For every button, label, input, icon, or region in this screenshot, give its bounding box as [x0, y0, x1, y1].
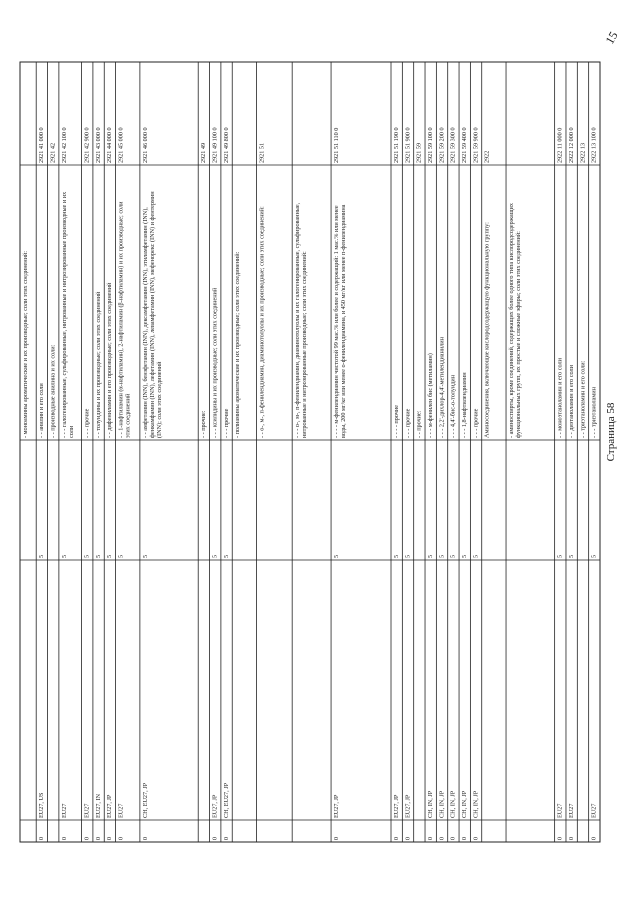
table-cell-rate: 5 [222, 554, 230, 558]
table-cell-pref: 0 [333, 836, 341, 840]
table-cell-rate: 5 [333, 554, 341, 558]
table-cell-description: - аминоспирты, кроме соединений, содержащих более одного типа кислородсодержащих [508, 203, 516, 438]
table-cell-pref: 0 [404, 836, 412, 840]
table-cell-pref: 0 [556, 836, 564, 840]
table-cell-description: - - - - прочие [393, 405, 401, 438]
table-cell-pref: 0 [472, 836, 480, 840]
table-cell-countries: EU27, JP [333, 794, 341, 818]
table-cell-description: (INN); соли этих соединений [155, 361, 163, 438]
table-cell-code: 2921 59 300 0 [449, 127, 457, 163]
table-cell-code: 2921 42 100 0 [60, 127, 68, 163]
table-cell-code: 2921 59 100 0 [427, 127, 435, 163]
table-cell-description: - - прочие: [415, 410, 423, 438]
table-cell-pref: 0 [117, 836, 125, 840]
table-cell-countries: CH, IN, JP [427, 790, 435, 818]
table-cell-description: - - - прочие [472, 408, 480, 438]
table-cell-countries: EU27 [83, 803, 91, 818]
table-cell-code: 2922 13 [579, 142, 587, 163]
table-cell-description: - - - 4,4'-бис-о-толуидин [449, 374, 457, 438]
table-cell-description: - - - 1,8-нафтилендиамин [461, 372, 469, 438]
table-cell-description: - - - прочие [83, 408, 91, 438]
table-cell-rate: 5 [106, 554, 114, 558]
table-cell-countries: EU27, US [38, 792, 46, 818]
table-cell-countries: EU27 [590, 803, 598, 818]
table-cell-description: - - - 2,2'-дихлор-4,4'-метилендианилин [438, 337, 446, 438]
table-cell-description: - моноамины ароматические и их производные; соли этих соединений: [22, 251, 29, 438]
table-cell-description: воды, 200 мг/кг или менее о-фенилендиамина, и 450 мг/кг или менее п-фенилендиамина [340, 204, 348, 438]
table-cell-countries: CH, EU27, JP [141, 782, 149, 818]
table-cell-description: Аминосоединения, включающие кислородсодержащую функциональную группу: [483, 222, 491, 438]
table-cell-rate: 5 [427, 554, 435, 558]
table-cell-rate: 5 [461, 554, 469, 558]
table-cell-code: 2922 12 000 0 [567, 127, 575, 163]
table-cell-description: нитрованные и нитрозированные производные; соли этих соединений: [301, 251, 309, 438]
corner-handwritten-mark: 15 [602, 29, 621, 47]
table-cell-countries: CH, IN, JP [438, 790, 446, 818]
table-cell-rate: 5 [472, 554, 480, 558]
table-cell-countries: EU27 [556, 803, 564, 818]
table-cell-rate: 5 [567, 554, 575, 558]
table-cell-countries: EU27 [117, 803, 125, 818]
table-cell-code: 2921 51 110 0 [333, 127, 341, 163]
table-cell-code: 2921 49 100 0 [211, 127, 219, 163]
table-cell-code: 2921 51 190 0 [393, 127, 401, 163]
table-cell-description: - - анилин и его соли [38, 383, 46, 438]
table-cell-code: 2921 59 400 0 [461, 127, 469, 163]
table-cell-description: - - - прочие [222, 408, 230, 438]
table-cell-description: - - - - м-фенилендиамин чистотой 99 мас.% или более и содержащий: 1 мас.% или менее [333, 205, 341, 438]
table-cell-description: - - триэтаноламин и его соли: [579, 360, 587, 438]
table-cell-countries: EU27 [567, 803, 575, 818]
table-cell-pref: 0 [438, 836, 446, 840]
table-cell-description: - - диэтаноламин и его соли [567, 365, 575, 438]
table-cell-pref: 0 [60, 836, 68, 840]
table-cell-description: - - прочие: [200, 410, 208, 438]
table-cell-rate: 5 [211, 554, 219, 558]
table-cell-code: 2921 43 000 0 [94, 127, 102, 163]
table-cell-description: - - - о-, м-, п-фенилендиамин, диаминотолуолы и их галогенированные, сульфированные, [294, 202, 302, 438]
table-cell-rate: 5 [438, 554, 446, 558]
table-cell-pref: 0 [567, 836, 575, 840]
table-cell-rate: 5 [38, 554, 46, 558]
table-cell-description: - - моноэтаноламин и его соли [556, 358, 564, 438]
table-cell-description: - - - прочие [404, 408, 412, 438]
table-cell-code: 2922 [483, 150, 491, 163]
table-cell-rate: 5 [60, 554, 68, 558]
table-cell-description: - - - триэтаноламин [590, 387, 598, 438]
table-cell-code: 2921 42 [49, 142, 57, 163]
table-cell-description: - - толуидины и их производные; соли этих соединений [94, 291, 102, 438]
table-cell-pref: 0 [38, 836, 46, 840]
table-cell-description: функциональных групп, их простые и сложные эфиры; соли этих соединений: [515, 231, 523, 438]
table-cell-description: этих соединений [124, 393, 132, 438]
table-cell-description: - - - м-фенилен бис (метиламин) [427, 353, 435, 438]
table-cell-description: фенкамфамин (INN), лефетамин (INN), левамфетамин (INN), мефенорекс (INN) и фентермин [148, 191, 156, 438]
table-cell-pref: 0 [141, 836, 149, 840]
table-cell-rate: 5 [393, 554, 401, 558]
table-cell-description: - - производные анилина и их соли: [49, 344, 57, 438]
table-cell-rate: 5 [83, 554, 91, 558]
table-cell-countries: EU27, JP [404, 794, 412, 818]
table-cell-description: - - дифениламин и его производные; соли этих соединений [106, 282, 114, 438]
table-cell-code: 2921 44 000 0 [106, 127, 114, 163]
table-cell-pref: 0 [83, 836, 91, 840]
table-cell-pref: 0 [427, 836, 435, 840]
table-cell-description: - - о-, м-, п-фенилендиамин, диаминотолуолы и их производные; соли этих соединений: [258, 206, 266, 438]
table-cell-code: 2922 13 100 0 [590, 127, 598, 163]
table-cell-description: - - - ксилидины и их производные; соли этих соединений [211, 287, 219, 438]
table-cell-pref: 0 [449, 836, 457, 840]
table-cell-rate: 5 [449, 554, 457, 558]
table-cell-pref: 0 [590, 836, 598, 840]
table-cell-pref: 0 [461, 836, 469, 840]
table-cell-code: 2921 51 [258, 142, 266, 163]
tariff-table [20, 62, 600, 842]
table-cell-rate: 5 [94, 554, 102, 558]
table-cell-countries: EU27 [60, 803, 68, 818]
table-cell-code: 2921 42 900 0 [83, 127, 91, 163]
table-cell-pref: 0 [211, 836, 219, 840]
table-cell-code: 2921 46 000 0 [141, 127, 149, 163]
table-cell-code: 2921 41 000 0 [38, 127, 46, 163]
table-cell-rate: 5 [141, 554, 149, 558]
table-cell-description: - - - галогенированные, сульфированные, нитрованные и нитрозированные производные и их [60, 191, 68, 438]
table-cell-description: - - 1-нафтиламин (α-нафтиламин), 2-нафтиламин (β-нафтиламин) и их производные; соли [117, 201, 125, 438]
table-cell-countries: EU27, JP [106, 794, 114, 818]
table-cell-code: 2921 51 900 0 [404, 127, 412, 163]
table-cell-rate: 5 [556, 554, 564, 558]
table-cell-countries: CH, EU27, JP [222, 782, 230, 818]
page-number-label: Страница 58 [605, 402, 617, 462]
table-cell-code: 2921 49 [200, 142, 208, 163]
table-cell-pref: 0 [393, 836, 401, 840]
table-cell-description: соли [67, 425, 75, 438]
table-cell-code: 2921 59 [415, 142, 423, 163]
table-cell-countries: CH, IN, JP [472, 790, 480, 818]
table-cell-countries: CH, IN, JP [449, 790, 457, 818]
table-cell-code: 2921 59 200 0 [438, 127, 446, 163]
table-cell-code: 2921 45 000 0 [117, 127, 125, 163]
table-frame [20, 62, 600, 842]
table-cell-countries: CH, IN, JP [461, 790, 469, 818]
table-cell-pref: 0 [94, 836, 102, 840]
table-cell-pref: 0 [222, 836, 230, 840]
table-cell-rate: 5 [117, 554, 125, 558]
table-cell-countries: EU27, JP [393, 794, 401, 818]
table-cell-rate: 5 [590, 554, 598, 558]
table-cell-pref: 0 [106, 836, 114, 840]
table-cell-code: 2921 59 900 0 [472, 127, 480, 163]
table-cell-description: - полиамины ароматические и их производные; соли этих соединений: [234, 251, 242, 438]
table-cell-rate: 5 [404, 554, 412, 558]
table-cell-code: 2921 49 800 0 [222, 127, 230, 163]
table-cell-countries: EU27, JP [211, 794, 219, 818]
table-cell-countries: EU27, IN [94, 793, 102, 818]
table-cell-code: 2922 11 000 0 [556, 127, 564, 163]
table-cell-description: - - амфетамин (INN), бензфетамин (INN), дексамфетамин (INN), этиламфетамин (INN), [141, 207, 149, 438]
